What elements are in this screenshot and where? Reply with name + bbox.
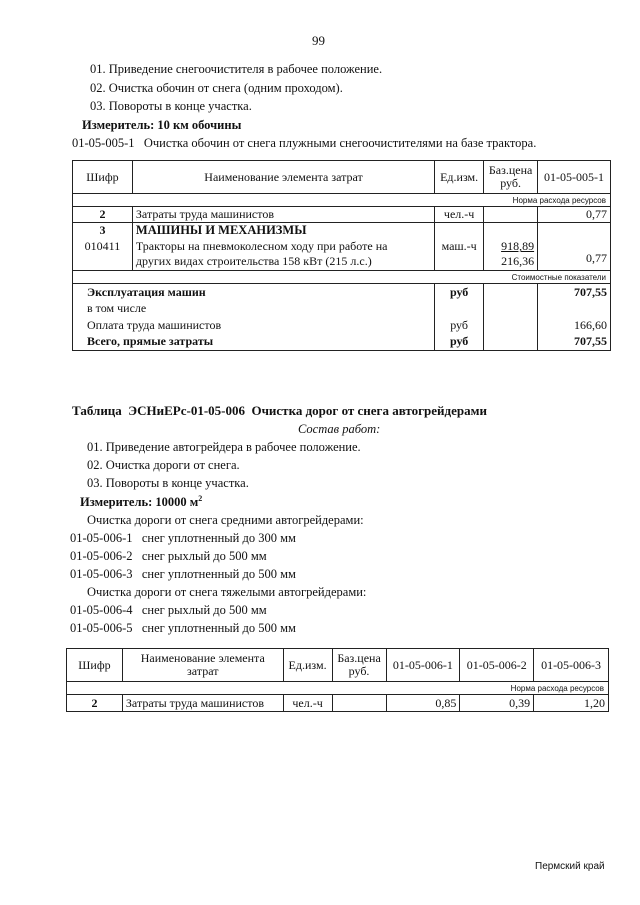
cell-value: 707,55 (538, 334, 611, 351)
resource-table-2 (66, 648, 609, 712)
cell-code: 010411 (73, 239, 133, 271)
th-col-1: 01-05-006-1 (386, 649, 460, 682)
cell-name: Оплата труда машинистов (73, 317, 435, 334)
table2-header-row (67, 649, 609, 682)
cell-name: Всего, прямые затраты (73, 334, 435, 351)
work-item-3: 03. Повороты в конце участка. (87, 476, 249, 490)
item-code: 01-05-006-4 (70, 603, 133, 617)
table-row (73, 334, 611, 351)
list-item (70, 621, 296, 636)
cell-price (484, 239, 538, 271)
cell-value: 0,77 (538, 239, 611, 271)
th-col-3: 01-05-006-3 (534, 649, 609, 682)
table-row (73, 194, 611, 207)
th-code: Шифр (73, 161, 133, 194)
th-code: Шифр (67, 649, 123, 682)
cell-unit: руб (435, 334, 484, 351)
meter-superscript: 2 (198, 494, 203, 503)
cell-code: 3 (73, 223, 133, 239)
meter-text: Измеритель: 10000 м (80, 495, 199, 510)
work-item-1: 01. Приведение автогрейдера в рабочее положение. (87, 440, 361, 454)
item-code: 01-05-006-2 (70, 549, 133, 563)
list-item (70, 531, 296, 546)
th-unit: Ед.изм. (283, 649, 332, 682)
table-row (73, 317, 611, 334)
work-item-2: 02. Очистка дороги от снега. (87, 458, 240, 472)
norm-label: Норма расхода ресурсов (67, 682, 609, 695)
price-value-1: 918,89 (501, 239, 535, 254)
meter-line (80, 494, 202, 510)
cell-name: Затраты труда машинистов (122, 695, 283, 712)
cell-name-line1: Тракторы на пневмоколесном ходу при работе на (135, 239, 388, 254)
resource-table-1 (72, 160, 611, 351)
cell-code: 2 (73, 207, 133, 223)
cell-price (484, 207, 538, 223)
cell-value (538, 301, 611, 317)
th-price: Баз.цена руб. (484, 161, 538, 194)
item-code: 01-05-006-5 (70, 621, 133, 635)
cell-value-3: 1,20 (534, 695, 609, 712)
table-row (73, 239, 611, 271)
item-text: снег рыхлый до 500 мм (141, 603, 267, 617)
cell-unit: чел.-ч (283, 695, 332, 712)
item-code: 01-05-006-1 (70, 531, 133, 545)
table-row (73, 271, 611, 284)
cell-price (484, 317, 538, 334)
cell-value-1: 0,85 (386, 695, 460, 712)
cost-label: Стоимостные показатели (73, 271, 611, 284)
table-row (73, 223, 611, 239)
norm-label: Норма расхода ресурсов (73, 194, 611, 207)
table-row (73, 284, 611, 301)
item-code: 01-05-006-3 (70, 567, 133, 581)
footer-region: Пермский край (535, 861, 605, 872)
cell-name: Эксплуатация машин (73, 284, 435, 301)
list-item (70, 567, 296, 582)
code-line: 01-05-005-1 Очистка обочин от снега плужными снегоочистителями на базе трактора. (72, 136, 537, 150)
list-item (70, 549, 267, 564)
cell-unit: чел.-ч (435, 207, 484, 223)
th-price: Баз.цена руб. (332, 649, 386, 682)
table1-header-row (73, 161, 611, 194)
cell-code: 2 (67, 695, 123, 712)
cell-unit: руб (435, 284, 484, 301)
th-col: 01-05-005-1 (538, 161, 611, 194)
cell-value: 166,60 (538, 317, 611, 334)
cell-unit (435, 301, 484, 317)
group-2-heading: Очистка дороги от снега тяжелыми автогрейдерами: (87, 585, 367, 599)
composition-label: Состав работ: (298, 422, 381, 436)
th-col-2: 01-05-006-2 (460, 649, 534, 682)
item-text: снег уплотненный до 500 мм (141, 567, 296, 581)
cell-price (332, 695, 386, 712)
table-title: Таблица ЭСНиЕРс-01-05-006 Очистка дорог от снега автогрейдерами (72, 403, 487, 418)
th-name: Наименование элемента затрат (122, 649, 283, 682)
group-1-heading: Очистка дороги от снега средними автогрейдерами: (87, 513, 364, 527)
cell-unit: руб (435, 317, 484, 334)
cell-price (484, 334, 538, 351)
cell-name: Затраты труда машинистов (132, 207, 434, 223)
table-row (67, 682, 609, 695)
work-item-1: 01. Приведение снегоочистителя в рабочее положение. (90, 62, 383, 76)
cell-name: МАШИНЫ И МЕХАНИЗМЫ (132, 223, 434, 239)
cell-price (484, 284, 538, 301)
cell-value: 707,55 (538, 284, 611, 301)
price-value-2: 216,36 (501, 254, 535, 269)
work-item-3: 03. Повороты в конце участка. (90, 99, 252, 113)
item-text: снег уплотненный до 300 мм (141, 531, 296, 545)
cell-value-2: 0,39 (460, 695, 534, 712)
cell-name: в том числе (73, 301, 435, 317)
cell-price (484, 301, 538, 317)
cell-unit: маш.-ч (435, 239, 484, 271)
table-row (73, 207, 611, 223)
cell-name-line2: других видах строительства 158 кВт (215 л.с.) (135, 254, 372, 269)
cell-value: 0,77 (538, 207, 611, 223)
cell-value (538, 223, 611, 239)
meter-line: Измеритель: 10 км обочины (82, 118, 242, 132)
list-item (70, 603, 267, 618)
cell-price (484, 223, 538, 239)
th-unit: Ед.изм. (435, 161, 484, 194)
table-row (73, 301, 611, 317)
page-number: 99 (312, 33, 325, 48)
table-row (67, 695, 609, 712)
item-text: снег рыхлый до 500 мм (141, 549, 267, 563)
cell-name (132, 239, 434, 271)
cell-unit (435, 223, 484, 239)
th-name: Наименование элемента затрат (132, 161, 434, 194)
work-item-2: 02. Очистка обочин от снега (одним проходом). (90, 81, 343, 95)
item-text: снег уплотненный до 500 мм (141, 621, 296, 635)
